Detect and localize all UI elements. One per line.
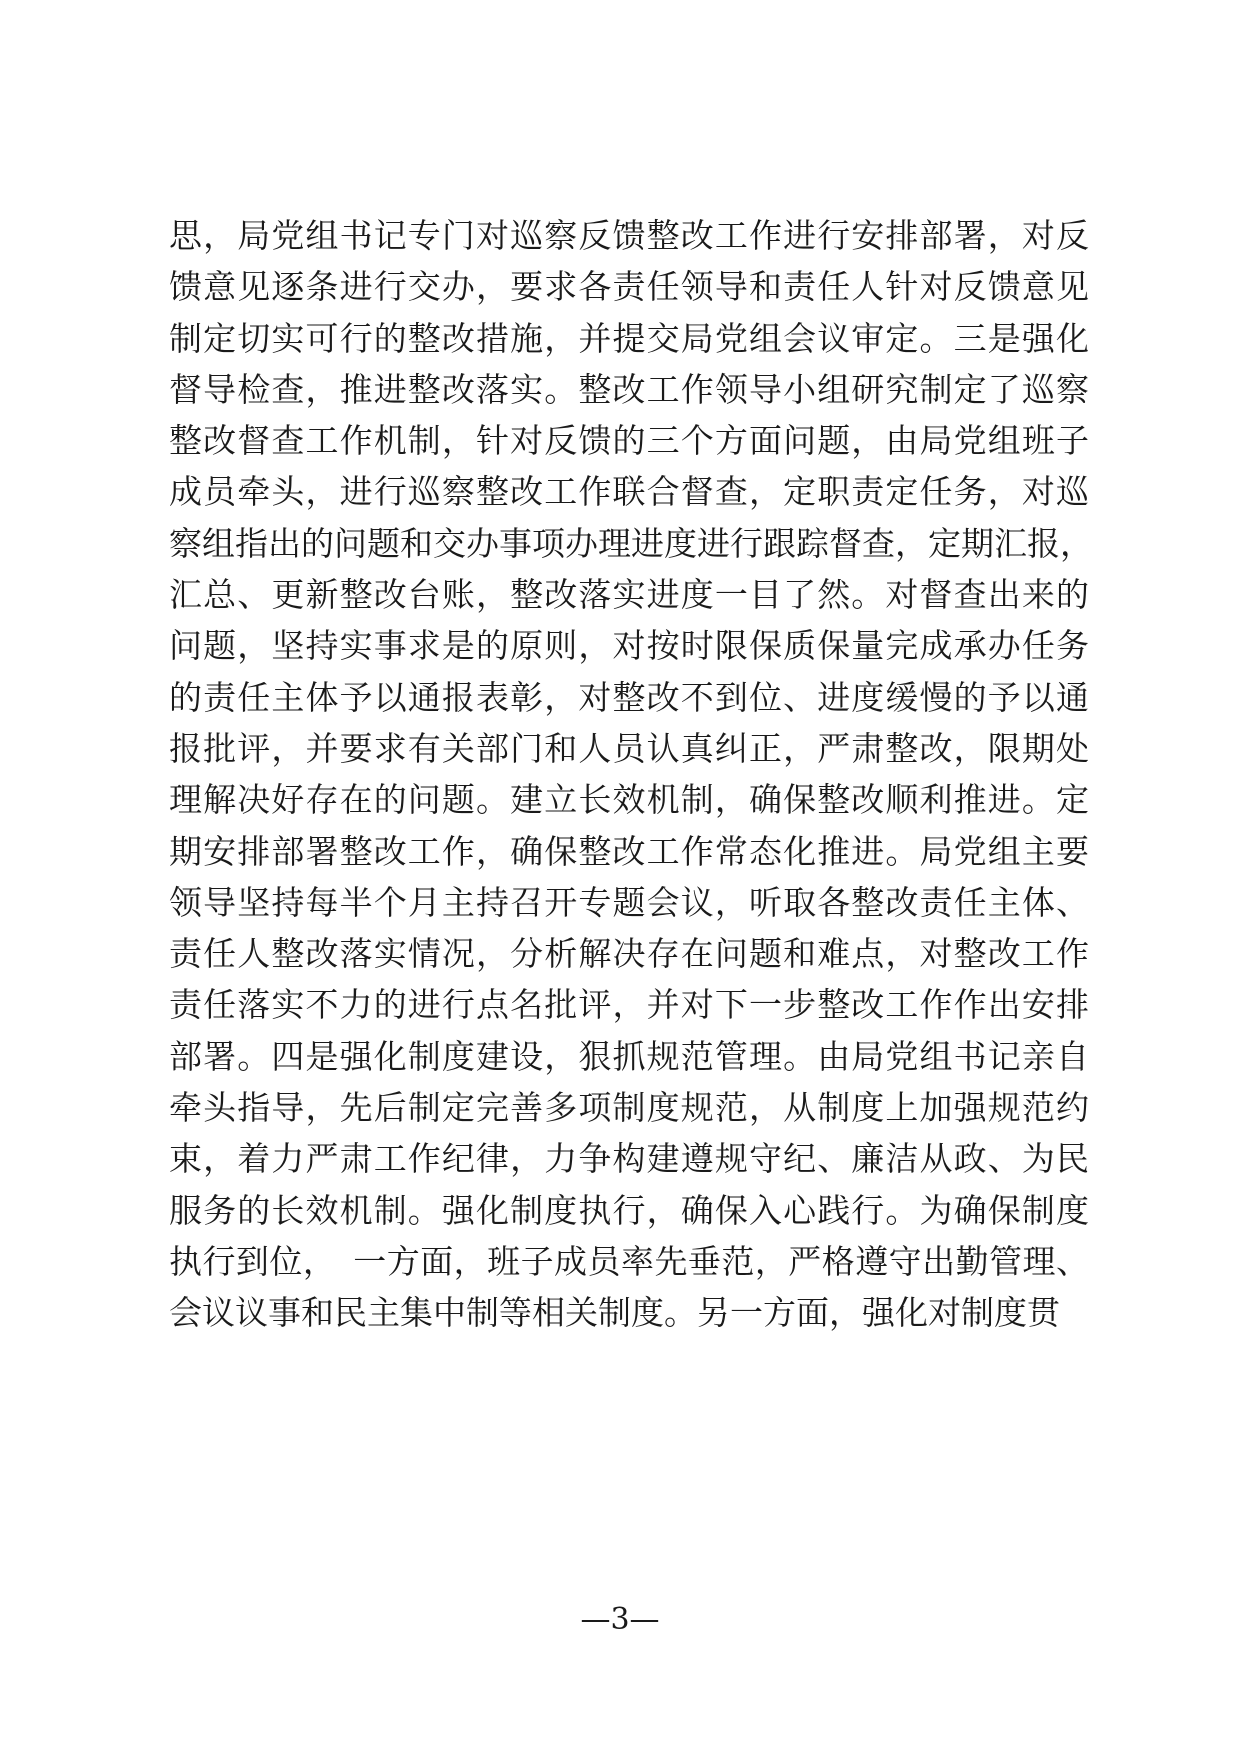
text-line-22: 会议议事和民主集中制等相关制度。另一方面，强化对制度贯 (169, 1293, 1060, 1333)
text-line-20: 服务的长效机制。强化制度执行，确保入心践行。为确保制度 (169, 1190, 1089, 1230)
text-line-17: 部署。四是强化制度建设，狠抓规范管理。由局党组书记亲自 (169, 1036, 1089, 1076)
text-line-4: 督导检查，推进整改落实。整改工作领导小组研究制定了巡察 (169, 369, 1089, 409)
text-line-10: 的责任主体予以通报表彰，对整改不到位、进度缓慢的予以通 (169, 677, 1089, 717)
text-line-6: 成员牵头，进行巡察整改工作联合督查，定职责定任务，对巡 (169, 472, 1089, 512)
text-line-1: 思，局党组书记专门对巡察反馈整改工作进行安排部署，对反 (169, 216, 1089, 255)
text-line-5: 整改督查工作机制，针对反馈的三个方面问题，由局党组班子 (169, 421, 1089, 461)
text-line-21: 执行到位， 一方面，班子成员率先垂范，严格遵守出勤管理、 (169, 1241, 1089, 1281)
text-line-14: 领导坚持每半个月主持召开专题会议，听取各整改责任主体、 (169, 882, 1089, 922)
text-line-7: 察组指出的问题和交办事项办理进度进行跟踪督查，定期汇报， (169, 523, 1093, 563)
text-line-18: 牵头指导，先后制定完善多项制度规范，从制度上加强规范约 (169, 1088, 1089, 1128)
text-line-3: 制定切实可行的整改措施，并提交局党组会议审定。三是强化 (169, 318, 1089, 358)
text-line-16: 责任落实不力的进行点名批评，并对下一步整改工作作出安排 (169, 985, 1089, 1025)
text-line-12: 理解决好存在的问题。建立长效机制，确保整改顺利推进。定 (169, 780, 1089, 820)
text-line-19: 束，着力严肃工作纪律，力争构建遵规守纪、廉洁从政、为民 (169, 1139, 1089, 1179)
text-line-9: 问题，坚持实事求是的原则，对按时限保质保量完成承办任务 (169, 626, 1089, 666)
body-text (169, 210, 1093, 1339)
text-line-11: 报批评，并要求有关部门和人员认真纠正，严肃整改，限期处 (169, 728, 1089, 768)
page-number: —3— (580, 1602, 660, 1637)
text-line-2: 馈意见逐条进行交办，要求各责任领导和责任人针对反馈意见 (169, 267, 1089, 307)
text-line-15: 责任人整改落实情况，分析解决存在问题和难点，对整改工作 (169, 934, 1089, 974)
text-line-8: 汇总、更新整改台账，整改落实进度一目了然。对督查出来的 (169, 575, 1089, 615)
text-line-13: 期安排部署整改工作，确保整改工作常态化推进。局党组主要 (169, 831, 1089, 871)
